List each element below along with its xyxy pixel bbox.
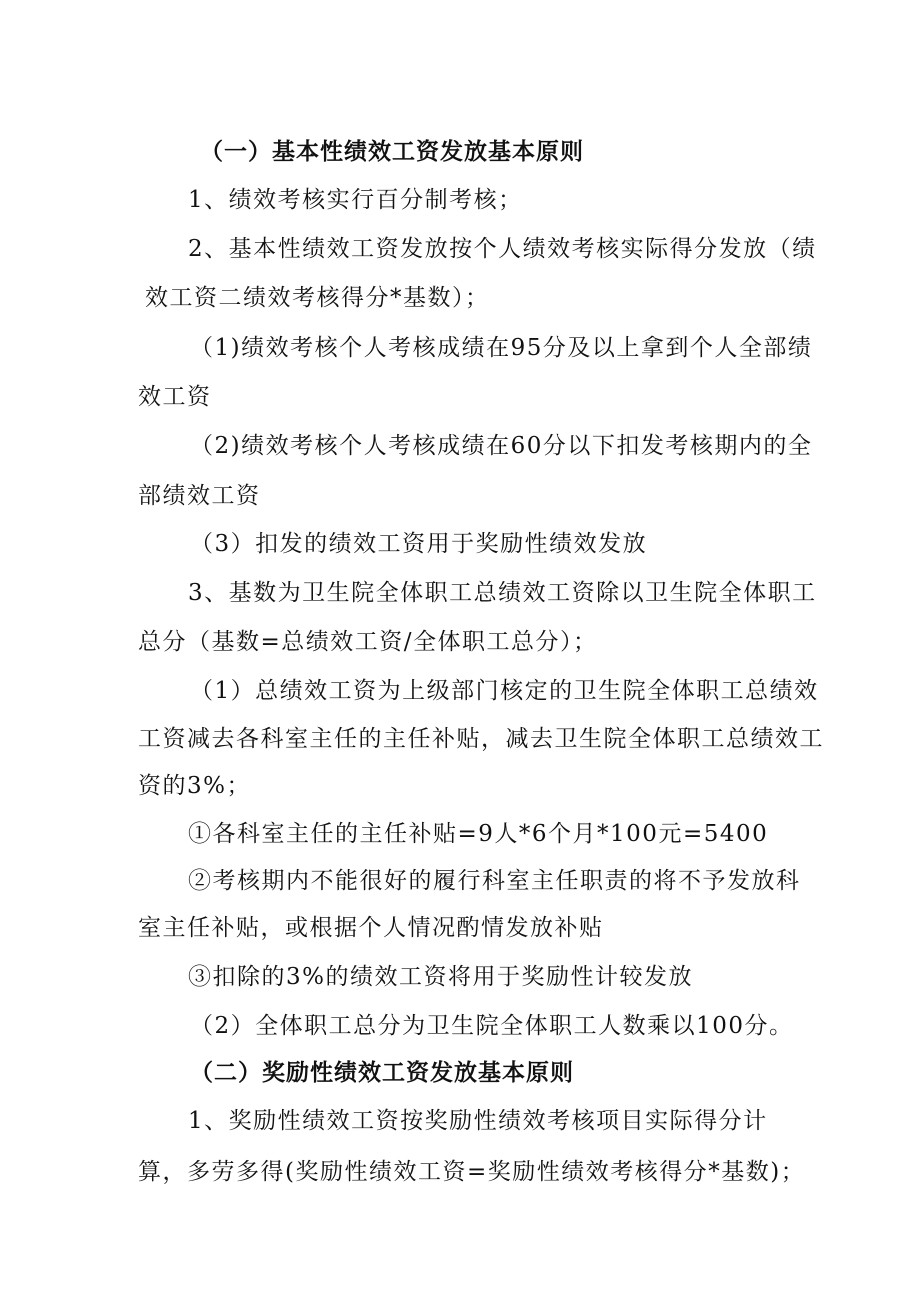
paragraph-line: 3、基数为卫生院全体职工总绩效工资除以卫生院全体职工 <box>188 580 817 606</box>
paragraph-line: 效工资 <box>138 384 212 410</box>
paragraph-line: 室主任补贴，或根据个人情况酌情发放补贴 <box>138 915 604 941</box>
paragraph-line: ②考核期内不能很好的履行科室主任职责的将不予发放科 <box>188 868 801 894</box>
paragraph-line: 1、绩效考核实行百分制考核； <box>188 187 523 213</box>
paragraph-line: 部绩效工资 <box>138 483 261 509</box>
paragraph-line: ③扣除的3%的绩效工资将用于奖励性计较发放 <box>188 964 693 990</box>
paragraph-line: ①各科室主任的主任补贴=9人*6个月*100元=5400 <box>188 821 769 847</box>
paragraph-line: （1)绩效考核个人考核成绩在95分及以上拿到个人全部绩 <box>190 335 813 361</box>
paragraph-line: 效工资二绩效考核得分*基数）； <box>145 285 490 311</box>
paragraph-line: 工资减去各科室主任的主任补贴，减去卫生院全体职工总绩效工 <box>138 726 824 752</box>
paragraph-line: （3）扣发的绩效工资用于奖励性绩效发放 <box>190 531 648 557</box>
paragraph-line: （2）全体职工总分为卫生院全体职工人数乘以100分。 <box>190 1013 794 1039</box>
paragraph-line: （2)绩效考核个人考核成绩在60分以下扣发考核期内的全 <box>190 433 813 459</box>
section-heading-basic: （一）基本性绩效工资发放基本原则 <box>200 138 584 165</box>
paragraph-line: （1）总绩效工资为上级部门核定的卫生院全体职工总绩效 <box>190 678 819 704</box>
paragraph-line: 1、奖励性绩效工资按奖励性绩效考核项目实际得分计 <box>188 1108 768 1134</box>
paragraph-line: 2、基本性绩效工资发放按个人绩效考核实际得分发放（绩 <box>188 236 817 262</box>
paragraph-line: 资的3%； <box>138 773 251 799</box>
paragraph-line: 算，多劳多得(奖励性绩效工资=奖励性绩效考核得分*基数)； <box>138 1159 806 1185</box>
section-heading-incentive: （二）奖励性绩效工资发放基本原则 <box>190 1059 574 1086</box>
paragraph-line: 总分（基数=总绩效工资/全体职工总分）； <box>138 629 598 655</box>
